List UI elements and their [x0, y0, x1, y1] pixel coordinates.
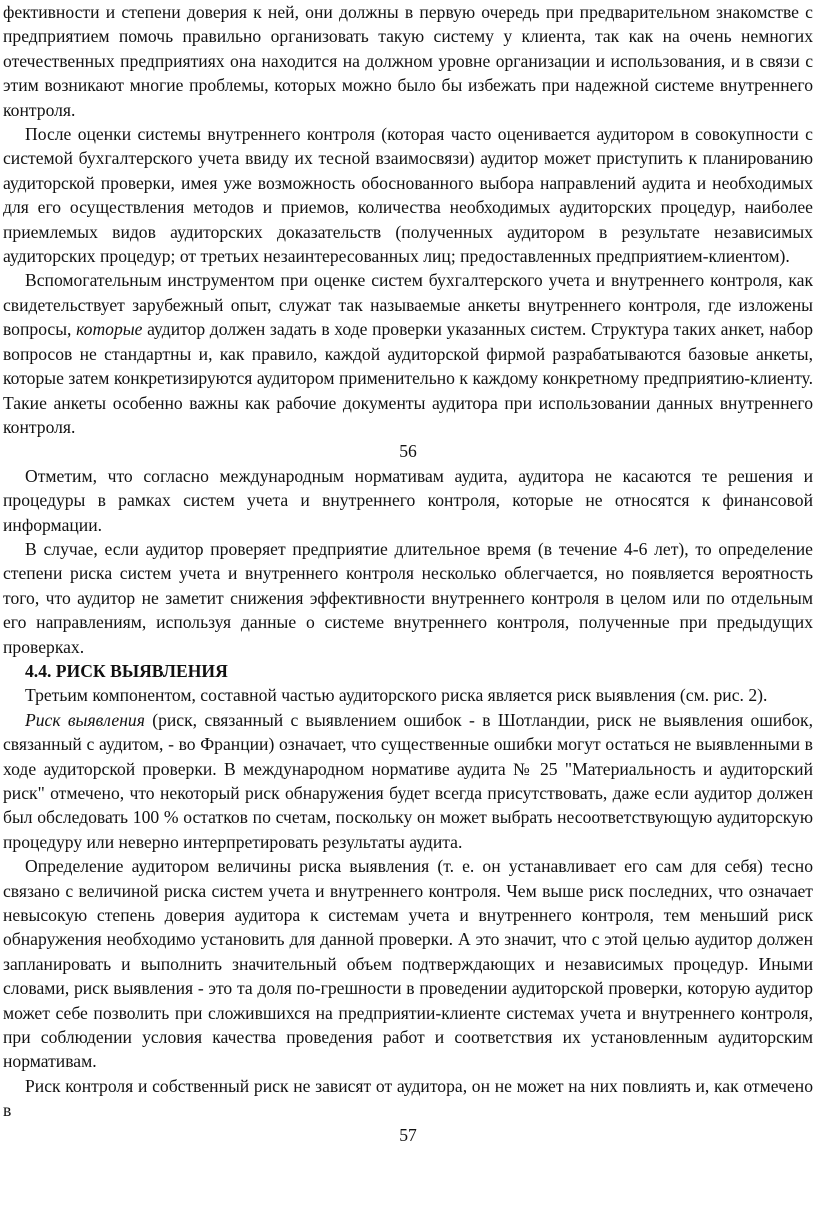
paragraph-3-text-a: Вспомогательным инструментом при оценке систем бухгалтерского учета и внутреннего контроля, как свидетельствует зарубежный опыт, служат так называемые анкеты внутреннего контроля, где изложены вопросы,	[3, 270, 813, 340]
paragraph-7-text: (риск, связанный с выявлением ошибок - в Шотландии, риск не выявления ошибок, связанный с аудитом, - во Франции) означает, что существенные ошибки могут остаться не выявленными в ходе аудиторской проверки. В международном нормативе аудита № 25 "Материальность и аудиторский риск" отмечено, что некоторый риск обнаружения будет всегда присутствовать, даже если аудитор должен был обследовать 100 % остатков по счетам, поскольку он может выбрать несоответствующую аудиторскую процедуру или неверно интерпретировать результаты аудита.	[3, 709, 813, 852]
paragraph-6: Третьим компонентом, составной частью аудиторского риска является риск выявления (см. рис. 2).	[25, 685, 768, 706]
page-text	[3, 0, 813, 1147]
paragraph-7-italic: Риск выявления	[25, 709, 145, 730]
section-heading: 4.4. РИСК ВЫЯВЛЕНИЯ	[25, 660, 228, 681]
paragraph-3-italic: которые	[76, 319, 143, 340]
paragraph-5: В случае, если аудитор проверяет предприятие длительное время (в течение 4-6 лет), то определение степени риска систем учета и внутреннего контроля несколько облегчается, но появляется вероятность того, что аудитор не заметит снижения эффективности внутреннего контроля в целом или по отдельным его направлениям, используя данные о системе внутреннего контроля, полученные при предыдущих проверках.	[3, 538, 813, 657]
paragraph-3-text-b: аудитор должен задать в ходе проверки указанных систем. Структура таких анкет, набор вопросов не стандартны и, как правило, каждой аудиторской фирмой разрабатываются базовые анкеты, которые затем конкретизируются аудитором применительно к каждому конкретному предприятию-клиенту. Такие анкеты особенно важны как рабочие документы аудитора при использовании данных внутреннего контроля.	[3, 319, 813, 437]
paragraph-4: Отметим, что согласно международным нормативам аудита, аудитора не касаются те решения и процедуры в рамках систем учета и внутреннего контроля, которые не относятся к финансовой информации.	[3, 465, 813, 535]
paragraph-1: фективности и степени доверия к ней, они должны в первую очередь при предварительном знакомстве с предприятием помочь правильно организовать такую систему у клиента, так как на очень немногих отечественных предприятиях она находится на должном уровне организации и использования, и в связи с этим возникают многие проблемы, которых можно было бы избежать при надежной системе внутреннего контроля.	[3, 2, 813, 120]
paragraph-3	[3, 268, 813, 439]
paragraph-7	[3, 708, 813, 854]
paragraph-2: После оценки системы внутреннего контроля (которая часто оценивается аудитором в совокупности с системой бухгалтерского учета ввиду их тесной взаимосвязи) аудитор может приступить к планированию аудиторской проверки, имея уже возможность обоснованного выбора направлений аудита и необходимых для его осуществления методов и приемов, количества необходимых аудиторских процедур, наиболее приемлемых видов аудиторских доказательств (полученных аудитором в результате независимых аудиторских процедур; от третьих незаинтересованных лиц; предоставленных предприятием-клиентом).	[3, 124, 813, 267]
paragraph-8: Определение аудитором величины риска выявления (т. е. он устанавливает его сам для себя) тесно связано с величиной риска систем учета и внутреннего контроля. Чем выше риск последних, что означает невысокую степень доверия аудитора к системам учета и внутреннего контроля, тем меньший риск обнаружения необходимо установить для данной проверки. А это значит, что с этой целью аудитор должен запланировать и выполнить значительный объем подтверждающих и независимых процедур. Иными словами, риск выявления - это та доля по-грешности в проведении аудиторской проверки, которую аудитор может себе позволить при сложившихся на предприятии-клиенте системах учета и внутреннего контроля, при соблюдении условия качества проведения работ и соответствия их установленным аудиторским нормативам.	[3, 856, 813, 1072]
page-number-56: 56	[399, 441, 417, 462]
paragraph-9: Риск контроля и собственный риск не зависят от аудитора, он не может на них повлиять и, как отмечено в	[3, 1075, 813, 1121]
page-number-57: 57	[399, 1124, 417, 1145]
